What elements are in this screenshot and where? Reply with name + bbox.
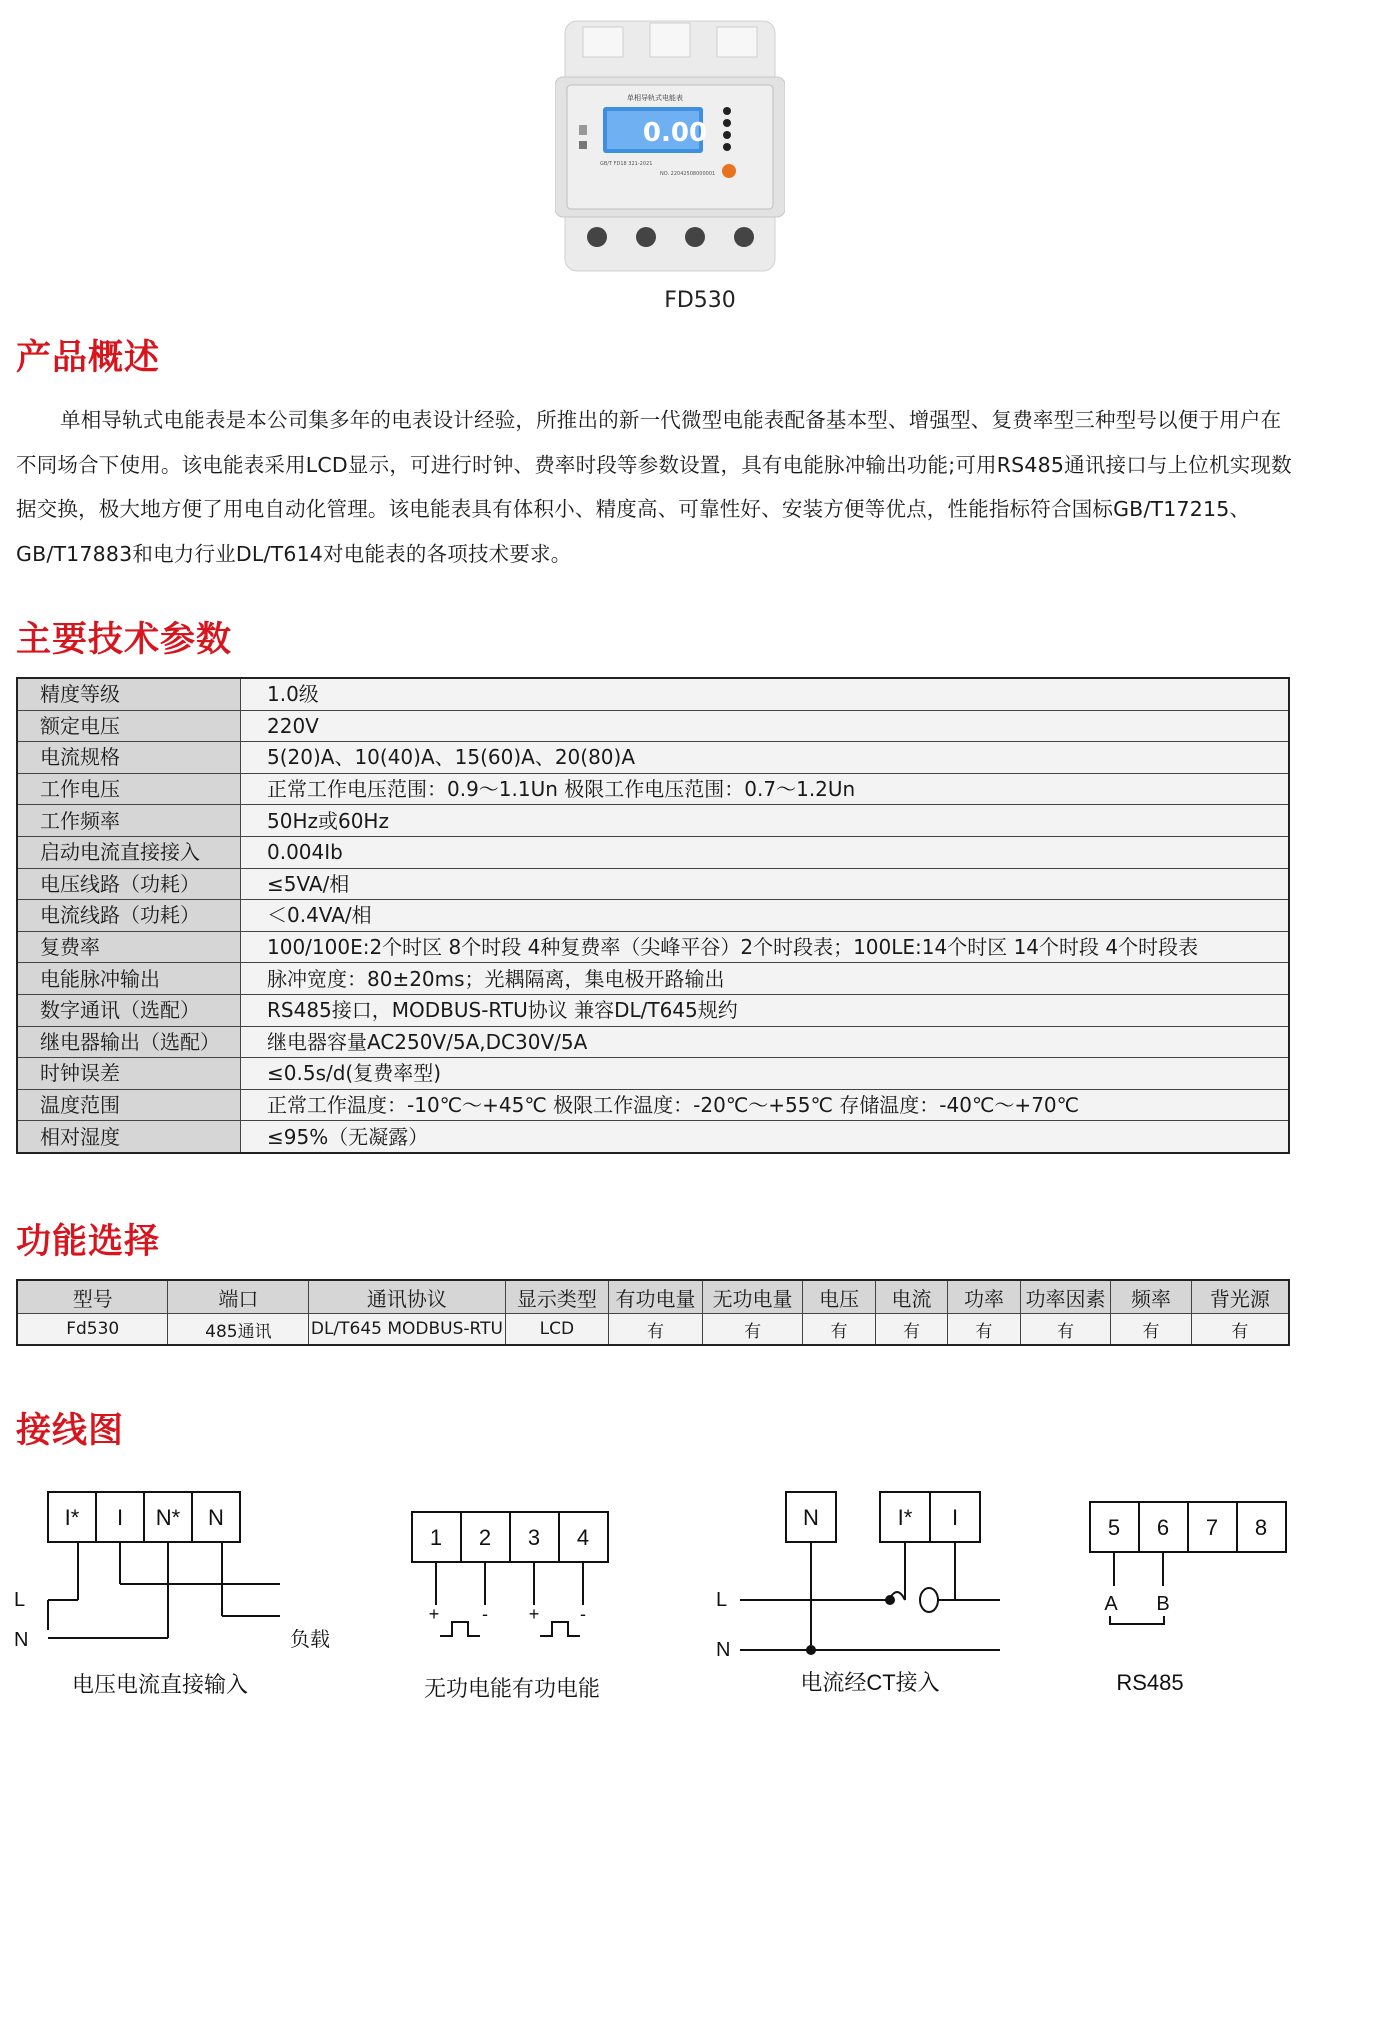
param-label: 启动电流直接接入 (17, 836, 241, 868)
d1-terminal-2: I (116, 1505, 124, 1530)
function-header-cell: 有功电量 (609, 1280, 703, 1314)
param-label: 继电器输出（选配） (17, 1026, 241, 1058)
d4-terminal-5: 5 (1107, 1515, 1121, 1540)
function-header-cell: 功率因素 (1020, 1280, 1111, 1314)
params-row (17, 868, 1289, 900)
d1-line-n: N (14, 1629, 29, 1651)
product-caption: FD530 (664, 288, 736, 313)
d1-caption: 电压电流直接输入 (71, 1672, 249, 1697)
function-cell: 有 (609, 1314, 703, 1346)
function-header-cell: 通讯协议 (309, 1280, 505, 1314)
d1-terminal-3: N* (155, 1505, 181, 1530)
params-row (17, 742, 1289, 774)
function-cell: 485通讯 (168, 1314, 309, 1346)
param-label: 电压线路（功耗） (17, 868, 241, 900)
param-label: 时钟误差 (17, 1058, 241, 1090)
param-value: RS485接口，MODBUS-RTU协议 兼容DL/T645规约 (241, 994, 1290, 1026)
d3-terminal-i: I (951, 1505, 959, 1530)
d4-terminal-6: 6 (1156, 1515, 1170, 1540)
params-row (17, 678, 1289, 710)
lcd-value: 0.00 (642, 118, 708, 148)
param-label: 电能脉冲输出 (17, 963, 241, 995)
d4-terminal-8: 8 (1254, 1515, 1268, 1540)
function-header-cell: 背光源 (1191, 1280, 1289, 1314)
params-row (17, 900, 1289, 932)
param-value: ＜0.4VA/相 (241, 900, 1290, 932)
function-header-cell: 电压 (803, 1280, 875, 1314)
function-header-cell: 型号 (17, 1280, 168, 1314)
param-value: ≤5VA/相 (241, 868, 1290, 900)
function-cell: 有 (1191, 1314, 1289, 1346)
function-header-cell: 功率 (948, 1280, 1020, 1314)
function-header-cell: 端口 (168, 1280, 309, 1314)
param-value: ≤0.5s/d(复费率型) (241, 1058, 1290, 1090)
d2-terminal-3: 3 (527, 1525, 541, 1550)
d1-terminal-4: N (208, 1505, 224, 1530)
function-header-cell: 无功电量 (702, 1280, 803, 1314)
params-row (17, 994, 1289, 1026)
product-image (555, 15, 785, 277)
d3-junction-n (806, 1645, 816, 1655)
params-row (17, 773, 1289, 805)
d2-caption: 无功电能有功电能 (423, 1676, 601, 1701)
params-row (17, 1026, 1289, 1058)
d3-terminal-n: N (803, 1505, 819, 1530)
function-header-cell: 显示类型 (505, 1280, 609, 1314)
params-row (17, 1121, 1289, 1153)
params-row (17, 1089, 1289, 1121)
wiring-diagrams (0, 1480, 1400, 1720)
d1-terminal-1: I* (64, 1505, 80, 1530)
function-row (17, 1314, 1289, 1346)
device-title: 单相导轨式电能表 (627, 94, 683, 102)
d3-line-l: L (716, 1589, 728, 1611)
function-cell: 有 (875, 1314, 947, 1346)
function-cell: Fd530 (17, 1314, 168, 1346)
function-cell: 有 (702, 1314, 803, 1346)
param-value: 220V (241, 710, 1290, 742)
function-header-cell: 电流 (875, 1280, 947, 1314)
param-label: 复费率 (17, 931, 241, 963)
diagram-ct-input (740, 1492, 1000, 1650)
params-row (17, 805, 1289, 837)
d2-terminal-1: 1 (429, 1525, 443, 1550)
d1-load: 负载 (290, 1629, 330, 1651)
params-row (17, 963, 1289, 995)
params-row (17, 710, 1289, 742)
param-value: 正常工作温度：-10℃～+45℃ 极限工作温度：-20℃～+55℃ 存储温度：-40℃～+70℃ (241, 1089, 1290, 1121)
function-cell: 有 (803, 1314, 875, 1346)
params-row (17, 931, 1289, 963)
param-value: 0.004Ib (241, 836, 1290, 868)
overview-title: 产品概述 (16, 338, 161, 378)
params-table (16, 677, 1290, 1154)
function-cell: 有 (1020, 1314, 1111, 1346)
params-title: 主要技术参数 (16, 620, 233, 660)
serial-text: NO. 22042508000001 (660, 171, 716, 177)
param-value: 继电器容量AC250V/5A,DC30V/5A (241, 1026, 1290, 1058)
function-cell: 有 (1111, 1314, 1192, 1346)
param-value: 脉冲宽度：80±20ms；光耦隔离，集电极开路输出 (241, 963, 1290, 995)
d1-line-l: L (14, 1589, 26, 1611)
function-table (16, 1279, 1290, 1346)
d4-terminal-7: 7 (1205, 1515, 1219, 1540)
param-value: 100/100E:2个时区 8个时段 4种复费率（尖峰平谷）2个时段表；100LE:14个时区 14个时段 4个时段表 (241, 931, 1290, 963)
params-row (17, 1058, 1289, 1090)
d2-plus-1: + (428, 1604, 440, 1624)
d2-terminal-2: 2 (478, 1525, 492, 1550)
param-label: 温度范围 (17, 1089, 241, 1121)
function-cell: LCD (505, 1314, 609, 1346)
d2-plus-2: + (528, 1604, 540, 1624)
param-label: 额定电压 (17, 710, 241, 742)
param-label: 电流线路（功耗） (17, 900, 241, 932)
function-cell: DL/T645 MODBUS-RTU (309, 1314, 505, 1346)
overview-text: 单相导轨式电能表是本公司集多年的电表设计经验，所推出的新一代微型电能表配备基本型、增强型、复费率型三种型号以便于用户在不同场合下使用。该电能表采用LCD显示，可进行时钟、费率时段等参数设置，具有电能脉冲输出功能;可用RS485通讯接口与上位机实现数据交换，极大地方便了用电自动化管理。该电能表具有体积小、精度高、可靠性好、安装方便等优点，性能指标符合国标GB/T17215、GB/T17883和电力行业DL/T614对电能表的各项技术要求。 (16, 408, 1292, 566)
param-value: 5(20)A、10(40)A、15(60)A、20(80)A (241, 742, 1290, 774)
param-value: 50Hz或60Hz (241, 805, 1290, 837)
param-value: ≤95%（无凝露） (241, 1121, 1290, 1153)
d2-terminal-4: 4 (576, 1525, 590, 1550)
d4-caption: RS485 (1116, 1670, 1184, 1695)
wiring-title: 接线图 (16, 1411, 125, 1451)
d3-junction-l (885, 1595, 895, 1605)
param-label: 数字通讯（选配） (17, 994, 241, 1026)
param-label: 工作电压 (17, 773, 241, 805)
d3-caption: 电流经CT接入 (800, 1670, 940, 1695)
param-label: 相对湿度 (17, 1121, 241, 1153)
function-cell: 有 (948, 1314, 1020, 1346)
params-row (17, 836, 1289, 868)
param-value: 1.0级 (241, 678, 1290, 710)
d3-terminal-i-star: I* (897, 1505, 913, 1530)
d4-label-a: A (1104, 1593, 1118, 1615)
d3-line-n: N (716, 1639, 731, 1661)
param-label: 电流规格 (17, 742, 241, 774)
d2-minus-2: - (580, 1604, 586, 1624)
d2-minus-1: - (482, 1604, 488, 1624)
param-label: 精度等级 (17, 678, 241, 710)
d4-label-b: B (1156, 1593, 1170, 1615)
function-header-cell: 频率 (1111, 1280, 1192, 1314)
param-label: 工作频率 (17, 805, 241, 837)
standard-text: GB/T FD18 321-2021 (600, 161, 653, 167)
param-value: 正常工作电压范围：0.9～1.1Un 极限工作电压范围：0.7～1.2Un (241, 773, 1290, 805)
function-title: 功能选择 (16, 1222, 161, 1262)
